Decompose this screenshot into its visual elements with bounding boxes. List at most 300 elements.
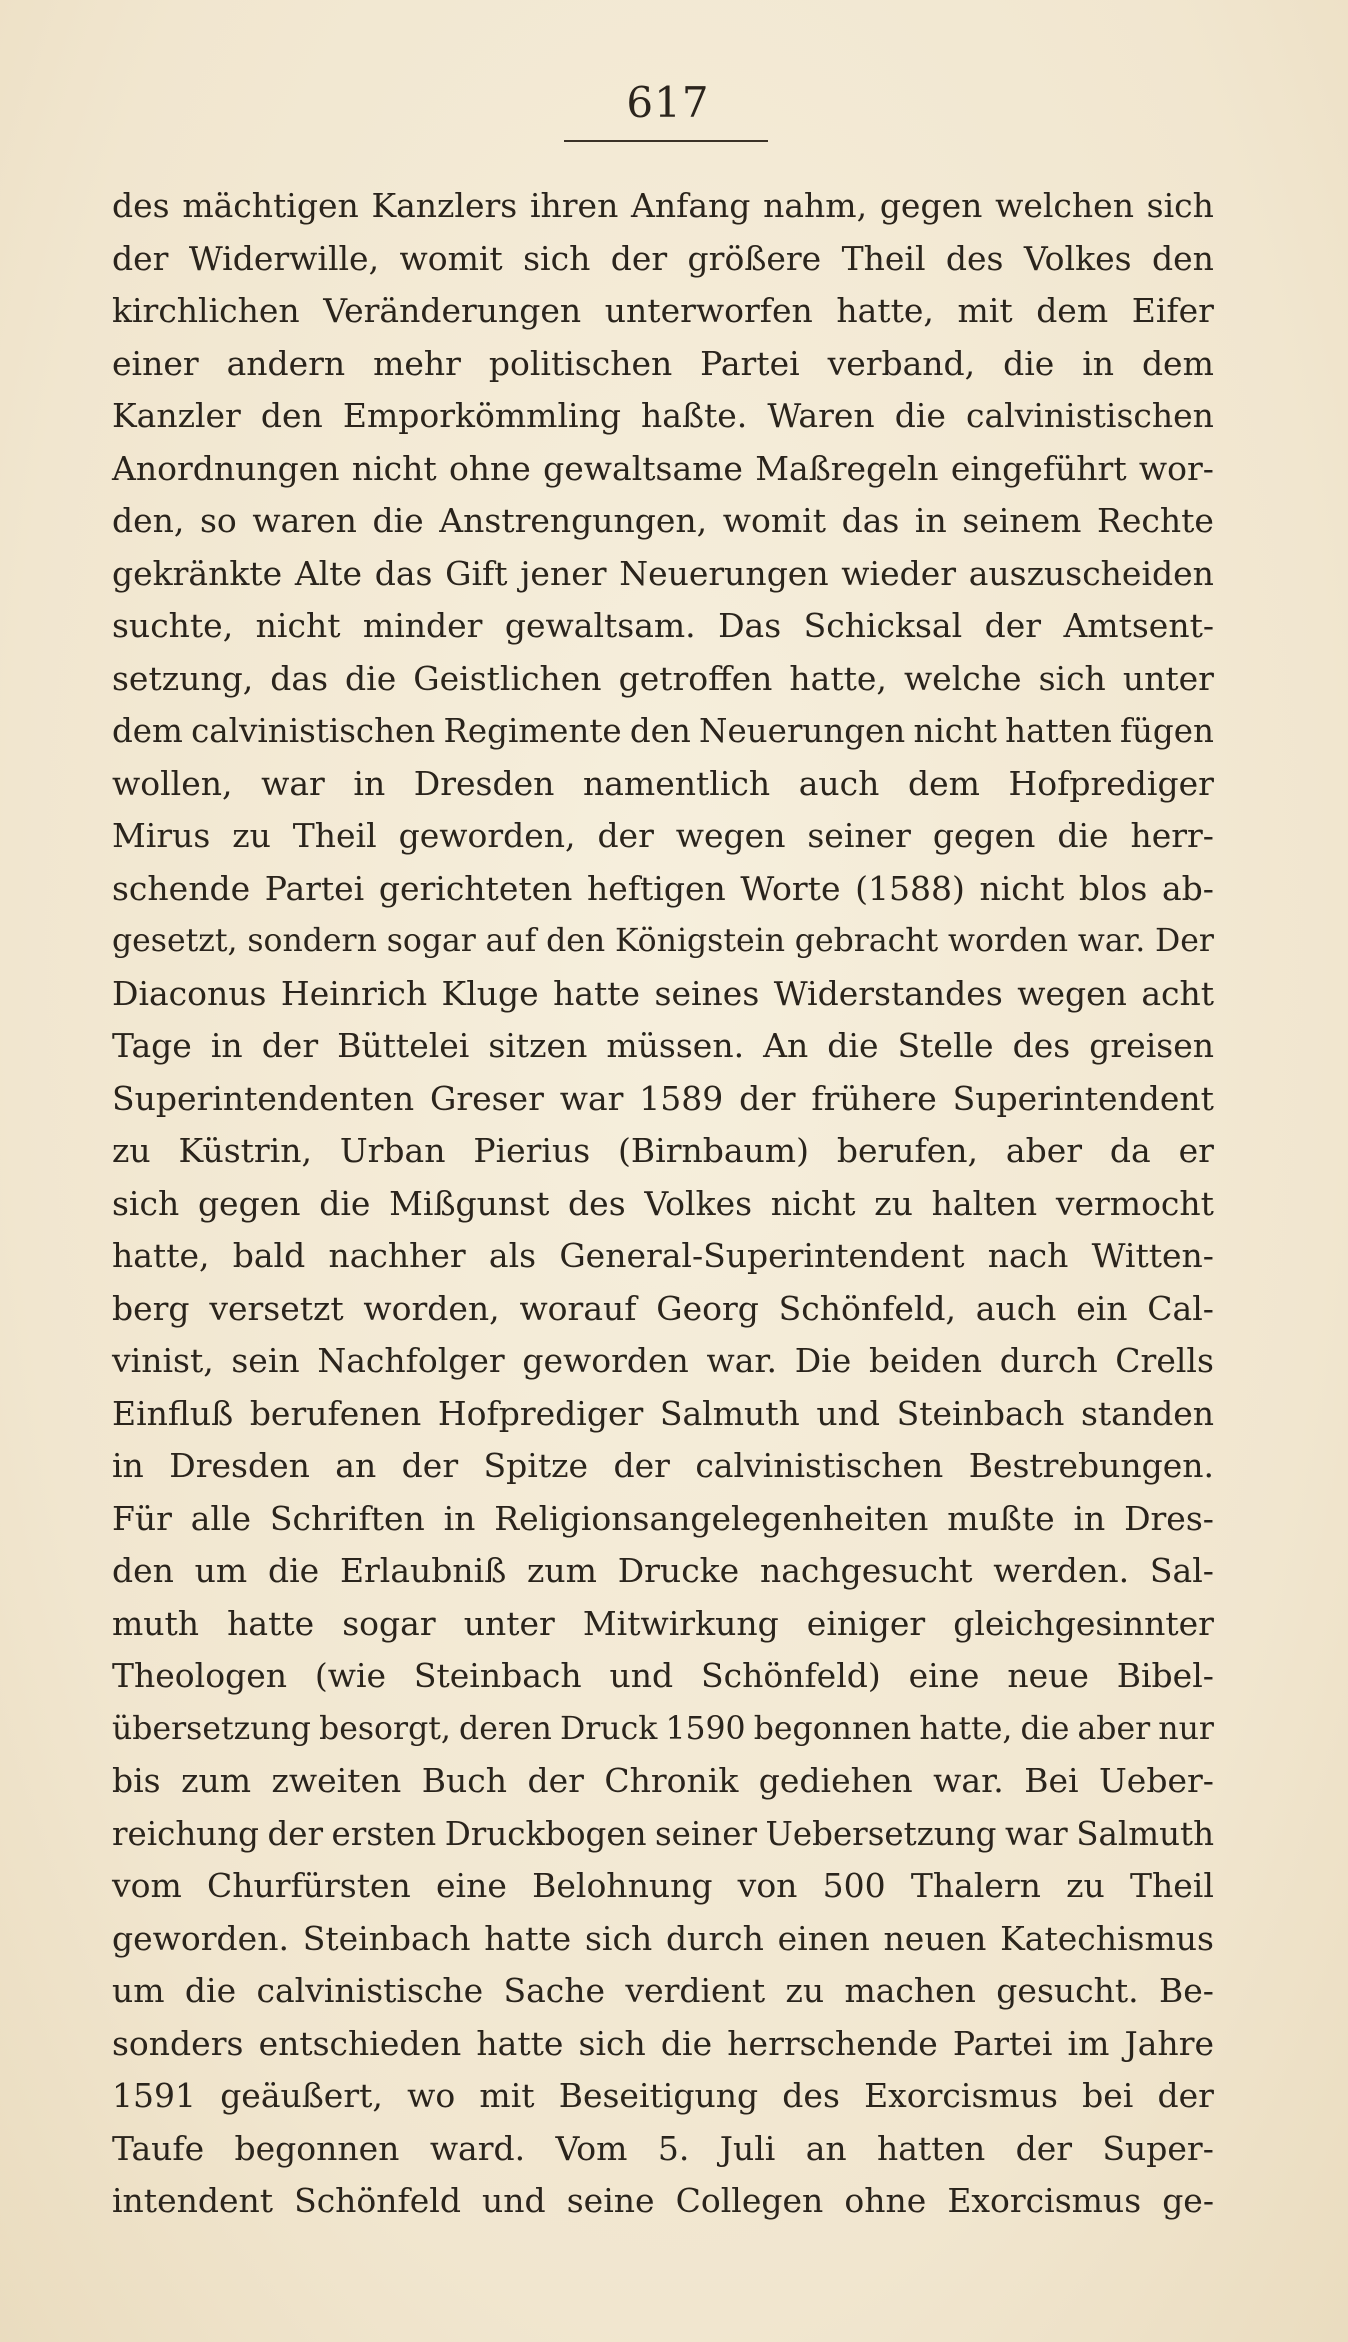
word: in (443, 1498, 476, 1538)
word: in (112, 1446, 144, 1485)
word: gegen (197, 1183, 301, 1223)
word: durch (999, 1341, 1098, 1380)
word: Erlaubniß (339, 1551, 507, 1590)
word: war (1004, 1814, 1068, 1853)
word: zweiten (271, 1761, 402, 1800)
word: schende (112, 868, 251, 908)
word: Das (718, 606, 782, 645)
word: politischen (488, 343, 673, 383)
text-line (112, 1440, 1214, 1493)
word: Buch (421, 1761, 507, 1800)
word: der (401, 1446, 459, 1485)
word: Eifer (1131, 291, 1214, 330)
word: aber (1077, 1710, 1151, 1747)
word: Super- (1102, 2128, 1214, 2168)
word: (1588) (855, 868, 965, 908)
word: bald (232, 1236, 306, 1275)
word: welchen (995, 186, 1134, 225)
word: hatte, (836, 291, 934, 330)
word: worden (947, 923, 1069, 959)
word: reichung (112, 1814, 259, 1853)
word: und (609, 1656, 674, 1695)
word: geworden, (398, 816, 576, 855)
word: worden, (363, 1288, 500, 1328)
word: alle (190, 1498, 252, 1538)
word: war. (933, 1761, 1004, 1800)
word: calvinistischen (191, 712, 436, 750)
word: Geistlichen (413, 658, 602, 698)
word: gewaltsam. (504, 606, 696, 645)
text-line (112, 1283, 1214, 1336)
word: den (1151, 238, 1214, 278)
word: den (546, 923, 606, 959)
word: der (1015, 2128, 1073, 2168)
word: zu (874, 1183, 913, 1223)
word: besorgt, (319, 1710, 451, 1747)
word: Steinbach (413, 1656, 582, 1695)
word: den (112, 1551, 174, 1590)
text-line (112, 2018, 1214, 2071)
word: ohne (844, 2181, 927, 2220)
word: den (629, 712, 691, 750)
word: versetzt (209, 1288, 344, 1328)
word: verdient (625, 1971, 766, 2010)
word: ward. (429, 2128, 526, 2168)
word: der (267, 1814, 324, 1853)
word: zum (181, 1761, 252, 1800)
word: womit (399, 238, 503, 278)
word: aber (1005, 1131, 1083, 1170)
word: Emporkömmling (342, 396, 621, 435)
word: Schönfeld) (700, 1656, 881, 1695)
text-line (112, 1020, 1214, 1073)
word: die (345, 658, 397, 698)
word: den, (112, 501, 185, 540)
word: Schriften (269, 1498, 425, 1538)
word: an (805, 2128, 847, 2168)
word: auf (485, 923, 537, 959)
text-line (112, 1335, 1214, 1388)
word: geworden. (112, 1918, 289, 1958)
word: Veränderungen (323, 291, 582, 330)
word: 500 (822, 1866, 886, 1905)
word: einen (777, 1918, 870, 1958)
word: Partei (700, 343, 800, 383)
word: als (488, 1236, 537, 1275)
word: im (1067, 2023, 1110, 2063)
word: war (261, 763, 325, 803)
word: Urban (339, 1131, 446, 1170)
word: zu (232, 816, 271, 855)
word: sich (523, 238, 591, 278)
word: der (261, 1026, 319, 1065)
text-line (112, 810, 1214, 863)
word: 5. (657, 2128, 690, 2168)
word: auszuscheiden (968, 553, 1214, 593)
word: die (827, 1026, 879, 1065)
text-line (112, 705, 1214, 758)
word: vermocht (1055, 1183, 1214, 1223)
word: Mißgunst (389, 1183, 550, 1223)
word: Schicksal (803, 606, 963, 645)
word: in (353, 763, 386, 803)
word: größere (687, 238, 822, 278)
word: setzung, (112, 658, 254, 698)
word: des (112, 186, 170, 225)
text-line (112, 1650, 1214, 1703)
word: halten (931, 1183, 1038, 1223)
word: seiner (807, 816, 911, 855)
word: die (319, 1183, 371, 1223)
word: werden. (993, 1551, 1130, 1590)
text-line (112, 180, 1214, 233)
word: wegen (1017, 973, 1127, 1013)
word: zu (785, 1971, 825, 2010)
word: Cal- (1147, 1288, 1214, 1328)
word: nur (1158, 1710, 1214, 1747)
word: frühere (811, 1078, 937, 1118)
word: Taufe (112, 2128, 205, 2168)
word: greisen (1089, 1026, 1214, 1065)
word: Superintendent (952, 1078, 1214, 1118)
word: einer (112, 343, 199, 383)
word: Für (112, 1498, 172, 1538)
word: Alte (294, 553, 363, 593)
word: und (816, 1393, 881, 1433)
word: kirchlichen (112, 291, 300, 330)
word: sonders (112, 2023, 244, 2063)
word: Küstrin, (178, 1131, 312, 1170)
word: entschieden (258, 2023, 462, 2063)
word: müssen. (606, 1026, 745, 1065)
word: des (1012, 1026, 1071, 1065)
word: mehr (373, 343, 461, 383)
word: beiden (868, 1341, 983, 1380)
word: der (984, 606, 1042, 645)
word: 1591 (112, 2076, 196, 2115)
word: zu (112, 1131, 151, 1170)
word: Theil (292, 816, 377, 855)
word: die (372, 501, 424, 540)
word: der (112, 238, 169, 278)
word: 1589 (639, 1078, 724, 1118)
text-line (112, 1388, 1214, 1441)
word: deren (459, 1710, 552, 1747)
word: ihren (529, 186, 619, 225)
word: Königstein (615, 923, 786, 959)
word: hatte, (112, 1236, 210, 1275)
word: Partei (264, 868, 365, 908)
text-line (112, 1598, 1214, 1651)
word: Greser (429, 1078, 544, 1118)
word: Worte (740, 868, 841, 908)
word: der (613, 1446, 670, 1485)
word: Chronik (604, 1761, 739, 1800)
word: in (210, 1026, 243, 1065)
word: die (894, 396, 946, 435)
word: sich (112, 1183, 180, 1223)
word: herr- (1130, 816, 1214, 855)
word: unterworfen (604, 291, 813, 330)
word: Theil (1130, 1866, 1214, 1905)
word: welche (903, 658, 1022, 698)
word: Widerstandes (773, 973, 1003, 1013)
word: geäußert, (220, 2076, 383, 2115)
word: Jahre (1124, 2023, 1214, 2063)
word: Gift (445, 553, 508, 593)
word: neue (1007, 1656, 1089, 1695)
text-line (112, 1230, 1214, 1283)
text-line (112, 653, 1214, 706)
word: unter (463, 1603, 555, 1643)
word: sitzen (488, 1026, 588, 1065)
word: ein (1076, 1288, 1128, 1328)
word: um (112, 1971, 165, 2010)
word: er (1178, 1131, 1214, 1170)
word: Theil (841, 238, 926, 278)
word: Exorcismus (864, 2076, 1058, 2115)
word: sein (231, 1341, 300, 1380)
word: vinist, (112, 1341, 214, 1380)
word: nach (987, 1236, 1069, 1275)
word: unter (1122, 658, 1214, 698)
word: in (1082, 343, 1115, 383)
text-line (112, 600, 1214, 653)
word: hatte, (919, 1710, 1013, 1747)
word: calvinistischen (695, 1446, 944, 1485)
word: gegen (879, 186, 983, 225)
word: Bestrebungen. (968, 1446, 1214, 1485)
word: mit (479, 2076, 535, 2115)
word: Salmuth (1076, 1814, 1214, 1853)
word: nicht (351, 448, 437, 488)
word: die (267, 1551, 320, 1590)
word: minder (362, 606, 483, 645)
word: Exorcismus (947, 2181, 1142, 2220)
word: eingeführt (950, 448, 1127, 488)
word: Neuerungen (619, 553, 829, 593)
word: bis (112, 1761, 161, 1800)
word: Juli (719, 2128, 776, 2168)
word: gerichteten (378, 868, 573, 908)
word: 1590 (665, 1710, 746, 1747)
word: das (841, 501, 900, 540)
word: Churfürsten (207, 1866, 411, 1905)
text-line (112, 1860, 1214, 1913)
word: sich (1038, 658, 1106, 698)
body-text (112, 180, 1214, 2228)
text-line (112, 285, 1214, 338)
word: sogar (386, 923, 476, 959)
word: von (737, 1866, 798, 1905)
word: dem (112, 712, 183, 750)
word: calvinistischen (966, 396, 1214, 435)
word: gesucht. (996, 1971, 1139, 2010)
word: verband, (827, 343, 976, 383)
word: hatte (484, 1918, 572, 1958)
text-line (112, 548, 1214, 601)
word: nahm, (763, 186, 868, 225)
word: gebracht (794, 923, 939, 959)
word: mit (957, 291, 1013, 330)
word: hatte (553, 973, 641, 1013)
word: jener (520, 553, 607, 593)
text-line (112, 2175, 1214, 2228)
word: Mirus (112, 816, 211, 855)
word: so (200, 501, 237, 540)
text-line (112, 1125, 1214, 1178)
word: geworden (522, 1341, 689, 1380)
word: Salmuth (659, 1393, 800, 1433)
word: muth (112, 1603, 200, 1643)
word: begonnen (753, 1710, 912, 1747)
word: wegen (675, 816, 786, 855)
text-line (112, 915, 1214, 968)
word: sich (1146, 186, 1214, 225)
word: standen (1080, 1393, 1214, 1433)
word: hatte (227, 1603, 315, 1643)
word: herrschende (727, 2023, 938, 2063)
word: (Birnbaum) (618, 1131, 809, 1170)
word: wieder (841, 553, 957, 593)
word: calvinistische (256, 1971, 484, 2010)
word: Volkes (644, 1183, 753, 1223)
word: Georg (656, 1288, 759, 1328)
word: Steinbach (896, 1393, 1065, 1433)
text-line (112, 1073, 1214, 1126)
word: Sal- (1149, 1551, 1214, 1590)
word: Beseitigung (558, 2076, 759, 2115)
word: sogar (342, 1603, 436, 1643)
word: gesetzt, (112, 923, 238, 959)
word: machen (844, 1971, 976, 2010)
word: Theologen (112, 1656, 287, 1695)
word: den (260, 396, 323, 435)
word: Amtsent- (1063, 606, 1214, 645)
word: seine (566, 2181, 655, 2220)
word: ersten (331, 1814, 437, 1853)
word: Hofprediger (437, 1393, 644, 1433)
word: an (335, 1446, 377, 1485)
word: nachher (328, 1236, 466, 1275)
word: des (568, 1183, 626, 1223)
text-line (112, 863, 1214, 916)
word: Drucke (617, 1551, 740, 1590)
word: die (184, 1971, 237, 2010)
word: Schönfeld, (778, 1288, 957, 1328)
word: Thalern (910, 1866, 1041, 1905)
word: seiner (655, 1814, 758, 1853)
word: Religionsangelegenheiten (494, 1498, 929, 1538)
word: durch (665, 1918, 764, 1958)
word: acht (1141, 973, 1214, 1013)
word: Kanzlers (371, 186, 518, 225)
word: des (945, 238, 1004, 278)
word: nicht (979, 868, 1065, 908)
word: nicht (770, 1183, 856, 1223)
word: intendent (112, 2181, 274, 2220)
text-line (112, 2070, 1214, 2123)
word: Büttelei (337, 1026, 470, 1065)
word: fügen (1119, 712, 1214, 750)
word: einiger (806, 1603, 926, 1643)
word: eine (908, 1656, 980, 1695)
word: hatten (1005, 712, 1112, 750)
word: Druckbogen (444, 1814, 647, 1853)
page-number: 617 (626, 78, 710, 127)
word: berufenen (249, 1393, 422, 1433)
word: Maßregeln (755, 448, 939, 488)
text-line (112, 443, 1214, 496)
word: ohne (448, 448, 531, 488)
text-line (112, 1545, 1214, 1598)
word: des (782, 2076, 840, 2115)
word: Kluge (441, 973, 539, 1013)
word: namentlich (583, 763, 771, 803)
word: Spitze (483, 1446, 589, 1485)
word: suchte, (112, 606, 234, 645)
text-line (112, 338, 1214, 391)
word: seinem (962, 501, 1082, 540)
word: Anstrengungen, (439, 501, 708, 540)
text-line (112, 1703, 1214, 1756)
word: wo (407, 2076, 456, 2115)
header-rule (564, 140, 768, 142)
word: wor- (1138, 448, 1214, 488)
word: Crells (1115, 1341, 1214, 1380)
word: Neuerungen (699, 712, 906, 750)
word: dem (907, 763, 980, 803)
word: Superintendenten (112, 1078, 415, 1118)
text-line (112, 1965, 1214, 2018)
text-line (112, 233, 1214, 286)
word: gekränkte (112, 553, 283, 593)
word: Steinbach (302, 1918, 471, 1958)
word: gewaltsame (543, 448, 743, 488)
word: die (1003, 343, 1055, 383)
word: Pierius (473, 1131, 591, 1170)
text-line (112, 2123, 1214, 2176)
text-line (112, 390, 1214, 443)
text-line (112, 495, 1214, 548)
word: ab- (1161, 868, 1214, 908)
word: Waren (767, 396, 875, 435)
word: Die (794, 1341, 852, 1380)
word: Widerwille, (188, 238, 380, 278)
word: Vom (555, 2128, 628, 2168)
text-line (112, 1493, 1214, 1546)
word: dem (1141, 343, 1214, 383)
word: Diaconus (112, 973, 267, 1013)
word: sich (584, 1918, 653, 1958)
word: Der (1155, 923, 1214, 959)
word: Mitwirkung (582, 1603, 779, 1643)
word: Witten- (1091, 1236, 1214, 1275)
word: hatte (476, 2023, 564, 2063)
word: der (610, 238, 668, 278)
word: Bibel- (1116, 1656, 1214, 1695)
word: begonnen (234, 2128, 400, 2168)
word: zum (527, 1551, 597, 1590)
word: berg (112, 1288, 190, 1328)
word: Druck (559, 1710, 658, 1747)
word: wollen, (112, 763, 233, 803)
word: Dresden (169, 1446, 310, 1485)
word: nicht (255, 606, 341, 645)
word: Stelle (897, 1026, 994, 1065)
word: da (1109, 1131, 1151, 1170)
word: andern (226, 343, 346, 383)
